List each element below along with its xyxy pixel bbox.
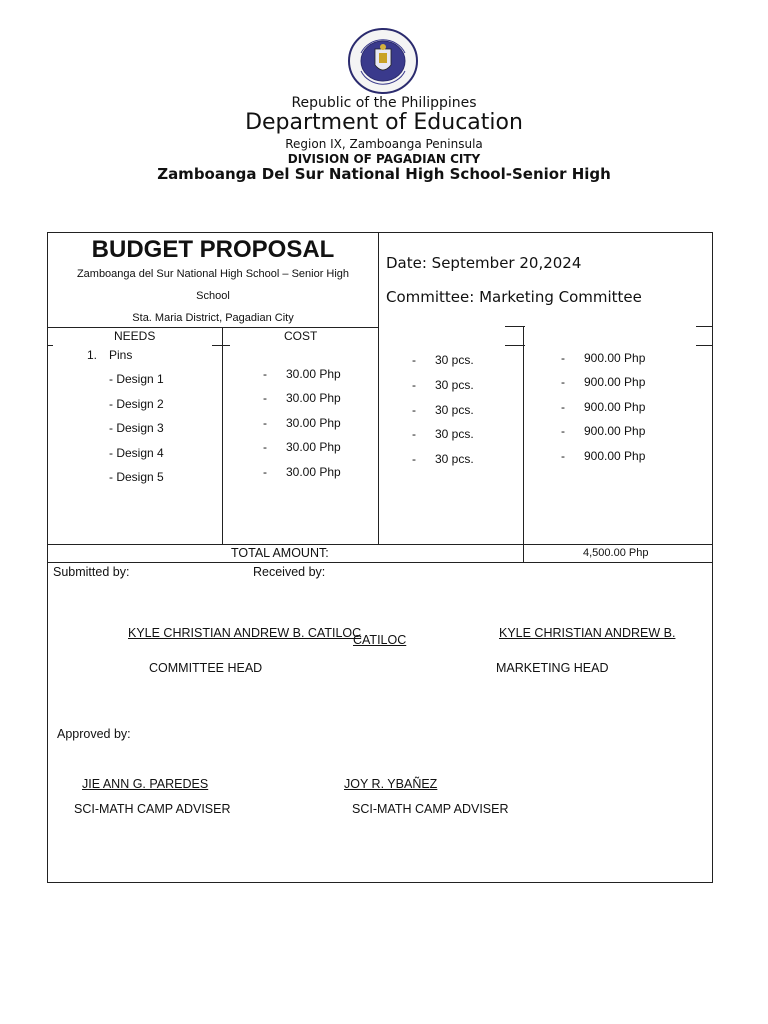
design-row: - Design 2 xyxy=(109,397,164,411)
school-line-2: School xyxy=(196,290,230,302)
box-left-border xyxy=(47,232,48,883)
total-row-top xyxy=(47,544,713,545)
total-row-bottom xyxy=(47,562,713,563)
dash-bullet: - xyxy=(412,403,416,417)
approver1-role: SCI-MATH CAMP ADVISER xyxy=(74,802,231,816)
dash-bullet: - xyxy=(561,375,565,389)
dash-bullet: - xyxy=(412,353,416,367)
republic-line: Republic of the Philippines xyxy=(291,95,477,111)
design-row: - Design 3 xyxy=(109,421,164,435)
region-line: Region IX, Zamboanga Peninsula xyxy=(285,137,483,151)
cost-value: 30.00 Php xyxy=(286,465,341,479)
cost-value: 30.00 Php xyxy=(286,416,341,430)
quantity-value: 30 pcs. xyxy=(435,452,474,466)
qty-total-divider xyxy=(523,327,524,563)
school-name: Zamboanga Del Sur National High School-Senior High xyxy=(157,165,611,183)
dash-bullet: - xyxy=(412,427,416,441)
proposal-date: Date: September 20,2024 xyxy=(386,254,582,272)
tick-line xyxy=(505,345,525,346)
dash-bullet: - xyxy=(412,452,416,466)
approver1-name: JIE ANN G. PAREDES xyxy=(82,777,209,791)
design-row: - Design 4 xyxy=(109,446,164,460)
box-right-border xyxy=(712,232,713,883)
tick-line xyxy=(47,345,53,346)
budget-proposal-title: BUDGET PROPOSAL xyxy=(91,236,335,263)
design-row: - Design 5 xyxy=(109,470,164,484)
receiver-role: MARKETING HEAD xyxy=(496,661,609,675)
receiver-name-continuation: CATILOC xyxy=(353,633,407,647)
dash-bullet: - xyxy=(561,424,565,438)
approver2-name: JOY R. YBAÑEZ xyxy=(344,777,438,791)
tick-line xyxy=(696,326,713,327)
total-amount-value: 4,500.00 Php xyxy=(583,547,649,559)
line-total-value: 900.00 Php xyxy=(584,449,646,463)
dash-bullet: - xyxy=(412,378,416,392)
line-total-value: 900.00 Php xyxy=(584,375,646,389)
approver2-role: SCI-MATH CAMP ADVISER xyxy=(352,802,509,816)
tick-line xyxy=(696,345,713,346)
item-name: Pins xyxy=(109,348,133,362)
line-total-value: 900.00 Php xyxy=(584,351,646,365)
box-bottom-border xyxy=(47,882,713,883)
design-row: - Design 1 xyxy=(109,372,164,386)
receiver-name: KYLE CHRISTIAN ANDREW B. xyxy=(499,626,676,640)
submitted-by-label: Submitted by: xyxy=(53,565,130,579)
quantity-value: 30 pcs. xyxy=(435,378,474,392)
needs-column-header: NEEDS xyxy=(114,329,156,343)
dash-bullet: - xyxy=(263,465,267,479)
line-total-value: 900.00 Php xyxy=(584,400,646,414)
cost-value: 30.00 Php xyxy=(286,367,341,381)
school-address: Sta. Maria District, Pagadian City xyxy=(132,312,294,324)
quantity-value: 30 pcs. xyxy=(435,353,474,367)
cost-value: 30.00 Php xyxy=(286,391,341,405)
committee-name: Committee: Marketing Committee xyxy=(386,288,642,306)
dash-bullet: - xyxy=(263,367,267,381)
item-number: 1. xyxy=(87,348,98,362)
received-by-label: Received by: xyxy=(253,565,326,579)
submitter-role: COMMITTEE HEAD xyxy=(149,661,263,675)
tick-line xyxy=(505,326,525,327)
line-total-value: 900.00 Php xyxy=(584,424,646,438)
box-top-border xyxy=(47,232,713,233)
dash-bullet: - xyxy=(561,449,565,463)
dash-bullet: - xyxy=(561,351,565,365)
submitter-name: KYLE CHRISTIAN ANDREW B. CATILOC xyxy=(128,626,362,640)
cost-value: 30.00 Php xyxy=(286,440,341,454)
dash-bullet: - xyxy=(263,440,267,454)
needs-cost-divider xyxy=(222,327,223,545)
division-line: DIVISION OF PAGADIAN CITY xyxy=(287,152,481,166)
header-divider xyxy=(378,232,379,545)
total-amount-label: TOTAL AMOUNT: xyxy=(231,546,329,560)
school-line-1: Zamboanga del Sur National High School – Senior High xyxy=(76,268,350,280)
approved-by-label: Approved by: xyxy=(57,727,131,741)
header-bottom-line xyxy=(47,327,379,328)
quantity-value: 30 pcs. xyxy=(435,403,474,417)
quantity-value: 30 pcs. xyxy=(435,427,474,441)
tick-line xyxy=(212,345,230,346)
dash-bullet: - xyxy=(263,416,267,430)
dash-bullet: - xyxy=(263,391,267,405)
cost-column-header: COST xyxy=(284,329,318,341)
department-title: Department of Education xyxy=(245,110,523,135)
deped-seal-logo xyxy=(347,27,419,95)
dash-bullet: - xyxy=(561,400,565,414)
